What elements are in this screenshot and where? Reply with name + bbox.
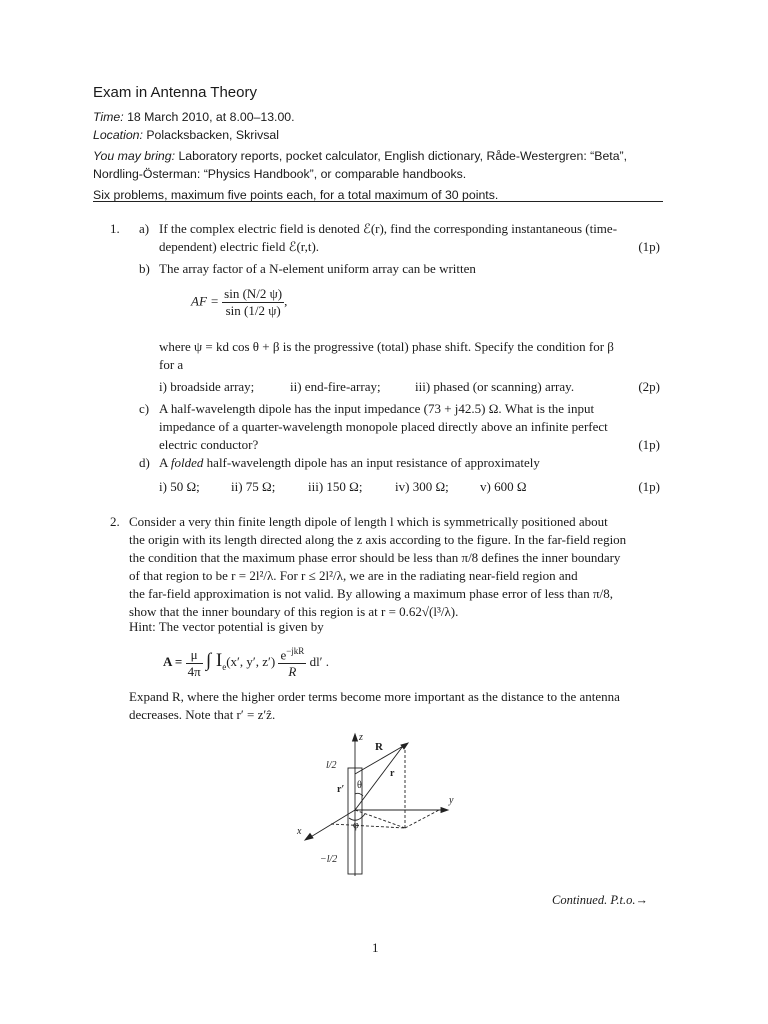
problem-2-line6: show that the inner boundary of this region is at r = 0.62√(l³/λ). [129, 604, 459, 619]
option-phased: iii) phased (or scanning) array. [415, 379, 575, 394]
problem-1c-line3 [159, 436, 660, 454]
option-300-ohm: iv) 300 Ω; [395, 479, 449, 494]
R-vector-arrow [401, 743, 408, 749]
problem-2-line2: the origin with its length directed along the z axis according to the figure. In the far-field region [129, 532, 627, 547]
points-summary: Six problems, maximum five points each, for a total maximum of 30 points. [93, 188, 499, 202]
option-endfire: ii) end-fire-array; [290, 379, 381, 394]
formula-af-comma: , [284, 293, 288, 309]
bring-label: You may bring: [93, 149, 176, 163]
page-title: Exam in Antenna Theory [93, 84, 257, 101]
formula-mu: μ [186, 647, 203, 664]
continued-note: Continued. P.t.o.→ [552, 893, 648, 907]
problem-1a-line1: If the complex electric field is denoted ℰ(r), find the corresponding instantaneous (time- [159, 221, 618, 236]
problem-1b-line2: where ψ = kd cos θ + β is the progressive (total) phase shift. Specify the condition for β [159, 339, 614, 354]
R-label: R [375, 741, 383, 753]
z-axis-arrow [353, 734, 358, 741]
exam-location-line [93, 126, 279, 144]
formula-args: (x′, y′, z′) [226, 654, 276, 670]
x-label: x [297, 826, 302, 837]
problem-1c-points: (1p) [638, 437, 660, 452]
bring-text-1: Laboratory reports, pocket calculator, English dictionary, Råde-Westergren: “Beta”, [178, 149, 628, 163]
formula-af-lhs: AF = [191, 293, 219, 309]
time-label: Time: [93, 110, 124, 124]
problem-1c-line3-text: electric conductor? [159, 437, 259, 452]
problem-1d-label: d) [139, 455, 150, 470]
problem-1d-points: (1p) [638, 479, 660, 494]
r-label: r [390, 768, 395, 779]
option-broadside: i) broadside array; [159, 379, 255, 394]
formula-exp-base: e [280, 647, 287, 663]
formula-current-sub: e [222, 661, 227, 672]
location-value: Polacksbacken, Skrivsal [146, 128, 279, 142]
problem-1b-label: b) [139, 261, 150, 276]
formula-exp-den: R [288, 664, 297, 680]
projection-x [331, 824, 405, 828]
problem-1d-line1 [159, 454, 540, 472]
problem-1d-pre: A [159, 455, 168, 470]
vector-potential-formula [163, 646, 329, 680]
formula-a-lhs: A = [163, 654, 183, 670]
location-label: Location: [93, 128, 143, 142]
formula-af-fraction [222, 286, 284, 319]
header-divider [93, 201, 663, 202]
problem-2-line4: of that region to be r = 2l²/λ. For r ≤ 2l²/λ, we are in the radiating near-field region and [129, 568, 578, 583]
option-75-ohm: ii) 75 Ω; [231, 479, 276, 494]
z-label: z [359, 732, 363, 743]
projection-y [405, 810, 439, 828]
formula-exp-num [278, 646, 306, 664]
r-prime-label: r′ [337, 784, 345, 795]
problem-1a-points: (1p) [638, 239, 660, 254]
formula-af-denominator: sin (1/2 ψ) [225, 303, 281, 318]
problem-1c-line2: impedance of a quarter-wavelength monopole placed directly above an infinite perfect [159, 419, 608, 434]
option-150-ohm: iii) 150 Ω; [308, 479, 363, 494]
problem-1-number: 1. [110, 221, 120, 236]
problem-1c-line1: A half-wavelength dipole has the input impedance (73 + j42.5) Ω. What is the input [159, 401, 595, 416]
problem-1b-points: (2p) [638, 379, 660, 394]
formula-exp-fraction [278, 646, 306, 680]
y-axis-arrow [441, 808, 448, 813]
problem-1b-line1: The array factor of a N-element uniform array can be written [159, 261, 476, 276]
problem-2-hint: Hint: The vector potential is given by [129, 619, 324, 634]
problem-2-number: 2. [110, 514, 120, 529]
problem-1d-folded: folded [170, 455, 204, 470]
problem-1d-post: half-wavelength dipole has an input resistance of approximately [206, 455, 540, 470]
problem-1b-line3: for a [159, 357, 184, 372]
dipole-bottom-label: −l/2 [320, 854, 338, 865]
problem-1a-label: a) [139, 221, 150, 236]
problem-2-expand-line1: Expand R, where the higher order terms become more important as the distance to the antenna [129, 689, 620, 704]
option-600-ohm: v) 600 Ω [480, 479, 527, 494]
problem-1a-line2 [159, 238, 660, 256]
formula-af-numerator: sin (N/2 ψ) [224, 286, 283, 301]
formula-mu-fraction [186, 647, 203, 680]
problem-2-line5: the far-field approximation is not valid. By allowing a maximum phase error of less than π/8, [129, 586, 613, 601]
problem-2-line3: the condition that the maximum phase error should be less than π/8 defines the inner boundary [129, 550, 621, 565]
problem-1a-line2-text: dependent) electric field ℰ(r,t). [159, 239, 320, 254]
phi-label: φ [353, 820, 359, 831]
x-axis-arrow [305, 834, 313, 841]
allowed-materials-line1 [93, 147, 627, 165]
allowed-materials-line2: Nordling-Österman: “Physics Handbook”, or comparable handbooks. [93, 167, 467, 181]
page-number: 1 [372, 940, 379, 955]
dipole-coordinate-figure [293, 728, 473, 878]
theta-label: θ [357, 780, 362, 791]
formula-integral-current: ∫ I [205, 650, 223, 672]
problem-1c-label: c) [139, 401, 150, 416]
array-factor-formula [191, 286, 287, 319]
dipole-top-label: l/2 [326, 760, 337, 771]
formula-exp-sup: −jkR [286, 646, 305, 656]
option-50-ohm: i) 50 Ω; [159, 479, 200, 494]
formula-tail: dl′ . [309, 654, 330, 670]
exam-time-line [93, 108, 295, 126]
time-value: 18 March 2010, at 8.00–13.00. [127, 110, 295, 124]
formula-4pi: 4π [187, 663, 201, 679]
y-label: y [449, 795, 454, 806]
problem-2-line1: Consider a very thin finite length dipole of length l which is symmetrically positioned about [129, 514, 608, 529]
problem-2-expand-line2: decreases. Note that r′ = z′ẑ. [129, 707, 276, 722]
